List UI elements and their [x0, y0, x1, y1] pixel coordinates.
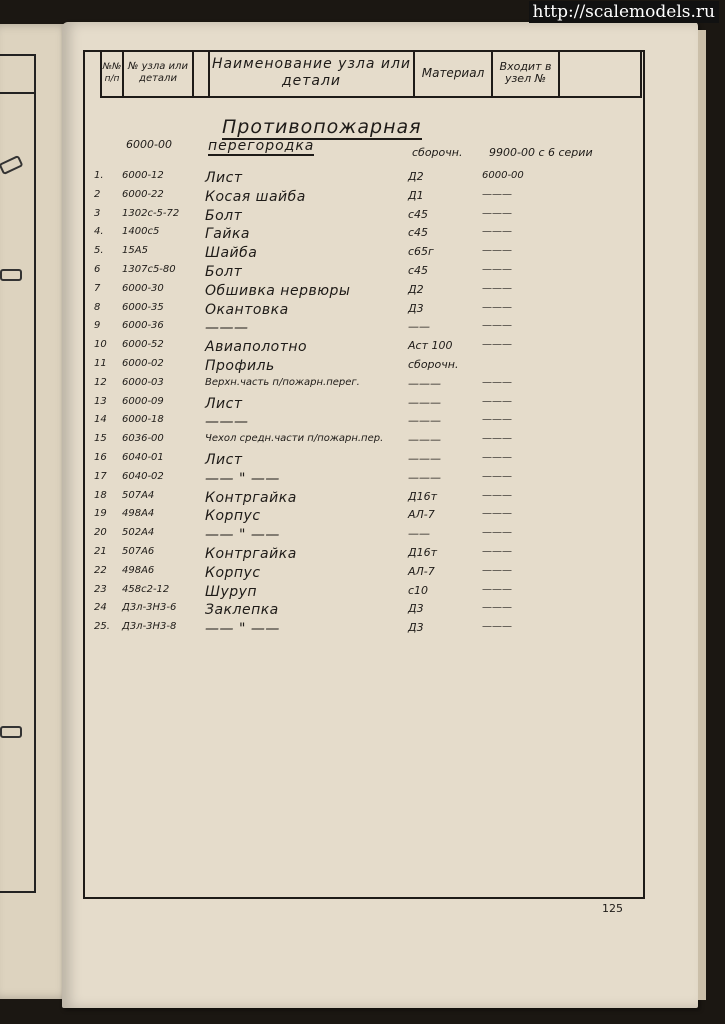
row-material: ———: [408, 395, 441, 409]
left-page-mark: [0, 726, 22, 738]
row-part-name: Контргайка: [205, 546, 297, 562]
table-row: [0, 320, 725, 338]
row-number: 4.: [94, 226, 104, 238]
row-number: 7: [94, 282, 101, 294]
table-row: [0, 302, 725, 320]
row-part-name: Болт: [205, 207, 243, 224]
row-material: АЛ-7: [408, 508, 435, 522]
row-material: ——: [408, 527, 430, 541]
row-part-code: 6000-02: [122, 358, 164, 369]
header-empty: [560, 50, 642, 98]
row-part-code: 15А5: [122, 245, 148, 257]
row-included-in: ———: [482, 264, 512, 275]
row-part-code: 6000-30: [122, 282, 164, 294]
row-number: 20: [94, 527, 107, 539]
table-row: [0, 471, 725, 489]
row-part-name: Лист: [205, 395, 243, 412]
row-part-name: Корпус: [205, 508, 261, 525]
row-part-code: 6000-09: [122, 395, 164, 407]
row-material: Д2: [408, 170, 424, 183]
row-included-in: ———: [482, 301, 512, 313]
header-spacer: [194, 50, 210, 98]
row-number: 13: [94, 395, 107, 407]
row-number: 6: [94, 264, 101, 275]
row-part-name: Заклепка: [205, 602, 279, 619]
row-included-in: ———: [482, 602, 512, 614]
row-part-name: Корпус: [205, 564, 261, 581]
row-number: 15: [94, 433, 107, 445]
row-number: 8: [94, 301, 101, 313]
row-number: 14: [94, 414, 107, 426]
row-part-name: Контргайка: [205, 489, 297, 506]
table-row: [0, 621, 725, 639]
row-part-name: —— " ——: [205, 621, 280, 638]
row-number: 22: [94, 564, 107, 576]
row-included-in: ———: [482, 564, 512, 576]
row-included-in: 6000-00: [482, 170, 524, 181]
row-included-in: ———: [482, 207, 512, 219]
row-number: 10: [94, 339, 107, 351]
row-part-name: Шайба: [205, 245, 258, 262]
row-part-code: 1302с-5-72: [122, 207, 180, 219]
row-included-in: ———: [482, 226, 512, 238]
row-number: 9: [94, 320, 101, 332]
row-number: 1.: [94, 170, 104, 181]
row-part-name: Обшивка нервюры: [205, 282, 351, 299]
group-title: Противопожарная: [222, 116, 422, 138]
table-row: [0, 208, 725, 226]
row-material: с45: [408, 226, 429, 240]
row-material: АЛ-7: [408, 564, 435, 578]
row-material: Д1: [408, 188, 424, 202]
row-included-in: ———: [482, 320, 512, 332]
row-material: Д3: [408, 621, 424, 635]
row-included-in: ———: [482, 339, 512, 351]
row-included-in: ———: [482, 282, 512, 294]
row-part-code: 6040-01: [122, 452, 164, 463]
group-code: 6000-00: [126, 138, 172, 151]
header-num: №№ п/п: [100, 50, 124, 98]
row-number: 3: [94, 207, 101, 219]
header-included: Входит в узел №: [493, 50, 560, 98]
row-material: ———: [408, 470, 441, 484]
row-part-name: Лист: [205, 452, 243, 468]
row-part-code: Д3л-3Н3-6: [122, 602, 177, 614]
row-part-code: 507А6: [122, 546, 155, 557]
row-number: 16: [94, 452, 107, 463]
row-number: 18: [94, 489, 107, 501]
row-included-in: ———: [482, 376, 512, 388]
row-material: Аст 100: [408, 339, 453, 353]
row-material: ——: [408, 320, 430, 334]
table-row: [0, 189, 725, 207]
row-material: с45: [408, 264, 429, 277]
row-material: ———: [408, 452, 441, 465]
row-included-in: ———: [482, 527, 512, 539]
table-row: [0, 414, 725, 432]
row-part-code: 6000-36: [122, 320, 164, 332]
row-part-name: Окантовка: [205, 301, 289, 318]
row-number: 19: [94, 508, 107, 520]
row-included-in: ———: [482, 546, 512, 557]
header-material: Материал: [415, 50, 493, 98]
group-material: сборочн.: [412, 146, 463, 159]
row-material: с45: [408, 207, 429, 221]
row-part-code: 6000-18: [122, 414, 164, 426]
row-material: Д3: [408, 301, 424, 315]
row-part-name: Болт: [205, 264, 243, 280]
row-included-in: ———: [482, 395, 512, 407]
row-part-code: 498А6: [122, 564, 155, 576]
row-material: с65г: [408, 245, 434, 259]
watermark: http://scalemodels.ru: [529, 1, 720, 23]
row-number: 17: [94, 470, 107, 482]
row-material: Д3: [408, 602, 424, 616]
row-part-code: 6000-35: [122, 301, 164, 313]
row-material: ———: [408, 376, 441, 390]
table-row: [0, 565, 725, 583]
row-part-code: 1307с5-80: [122, 264, 176, 275]
row-part-name: Чехол средн.части п/пожарн.пер.: [205, 433, 384, 445]
row-part-name: Верхн.часть п/пожарн.перег.: [205, 376, 360, 388]
row-part-name: —— " ——: [205, 470, 280, 487]
row-included-in: ———: [482, 452, 512, 463]
row-material: ———: [408, 433, 441, 447]
row-part-code: 502А4: [122, 527, 155, 539]
table-row: [0, 283, 725, 301]
table-row: [0, 584, 725, 602]
row-part-name: ———: [205, 320, 249, 337]
row-number: 5.: [94, 245, 104, 257]
table-row: [0, 490, 725, 508]
row-number: 11: [94, 358, 107, 369]
row-material: с10: [408, 583, 429, 597]
row-part-name: —— " ——: [205, 527, 280, 544]
row-included-in: ———: [482, 508, 512, 520]
group-included: 9900-00 с 6 серии: [489, 146, 593, 159]
table-row: [0, 226, 725, 244]
row-part-code: 1400с5: [122, 226, 160, 238]
table-row: [0, 245, 725, 263]
row-number: 23: [94, 583, 107, 595]
page-number: 125: [602, 902, 623, 915]
table-row: [0, 527, 725, 545]
row-part-code: 458с2-12: [122, 583, 170, 595]
row-number: 12: [94, 376, 107, 388]
table-row: [0, 602, 725, 620]
row-part-code: 6000-12: [122, 170, 164, 181]
row-part-code: 498А4: [122, 508, 155, 520]
row-material: сборочн.: [408, 358, 459, 371]
row-part-code: 6036-00: [122, 433, 164, 445]
row-part-code: 507А4: [122, 489, 155, 501]
row-material: Д2: [408, 282, 424, 296]
row-part-name: Лист: [205, 170, 243, 186]
table-row: [0, 170, 725, 188]
row-number: 2: [94, 188, 101, 200]
row-included-in: ———: [482, 433, 512, 445]
row-part-name: Шуруп: [205, 583, 258, 600]
row-included-in: ———: [482, 188, 512, 200]
row-number: 25.: [94, 621, 110, 633]
row-part-code: Д3л-3Н3-8: [122, 621, 177, 633]
table-row: [0, 396, 725, 414]
row-material: Д16т: [408, 546, 437, 559]
row-material: ———: [408, 414, 441, 428]
row-included-in: ———: [482, 621, 512, 633]
row-part-code: 6000-52: [122, 339, 164, 351]
row-included-in: ———: [482, 489, 512, 501]
group-subtitle: перегородка: [208, 138, 315, 154]
row-part-code: 6000-22: [122, 188, 164, 200]
row-part-code: 6000-03: [122, 376, 164, 388]
row-included-in: ———: [482, 470, 512, 482]
row-part-name: Профиль: [205, 358, 275, 374]
table-row: [0, 264, 725, 282]
table-row: [0, 508, 725, 526]
row-material: Д16т: [408, 489, 437, 503]
row-part-name: Гайка: [205, 226, 251, 243]
table-row: [0, 452, 725, 470]
table-row: [0, 433, 725, 451]
table-row: [0, 377, 725, 395]
table-row: [0, 358, 725, 376]
row-included-in: ———: [482, 414, 512, 426]
row-number: 24: [94, 602, 107, 614]
row-part-code: 6040-02: [122, 470, 164, 482]
row-part-name: Косая шайба: [205, 188, 306, 205]
row-included-in: ———: [482, 245, 512, 257]
row-part-name: Авиаполотно: [205, 339, 308, 356]
left-page-line: [0, 92, 34, 94]
header-name: Наименование узла или детали: [210, 50, 415, 98]
table-row: [0, 339, 725, 357]
table-row: [0, 546, 725, 564]
row-number: 21: [94, 546, 107, 557]
row-included-in: ———: [482, 583, 512, 595]
row-part-name: ———: [205, 414, 249, 431]
header-code: № узла или детали: [124, 50, 194, 98]
